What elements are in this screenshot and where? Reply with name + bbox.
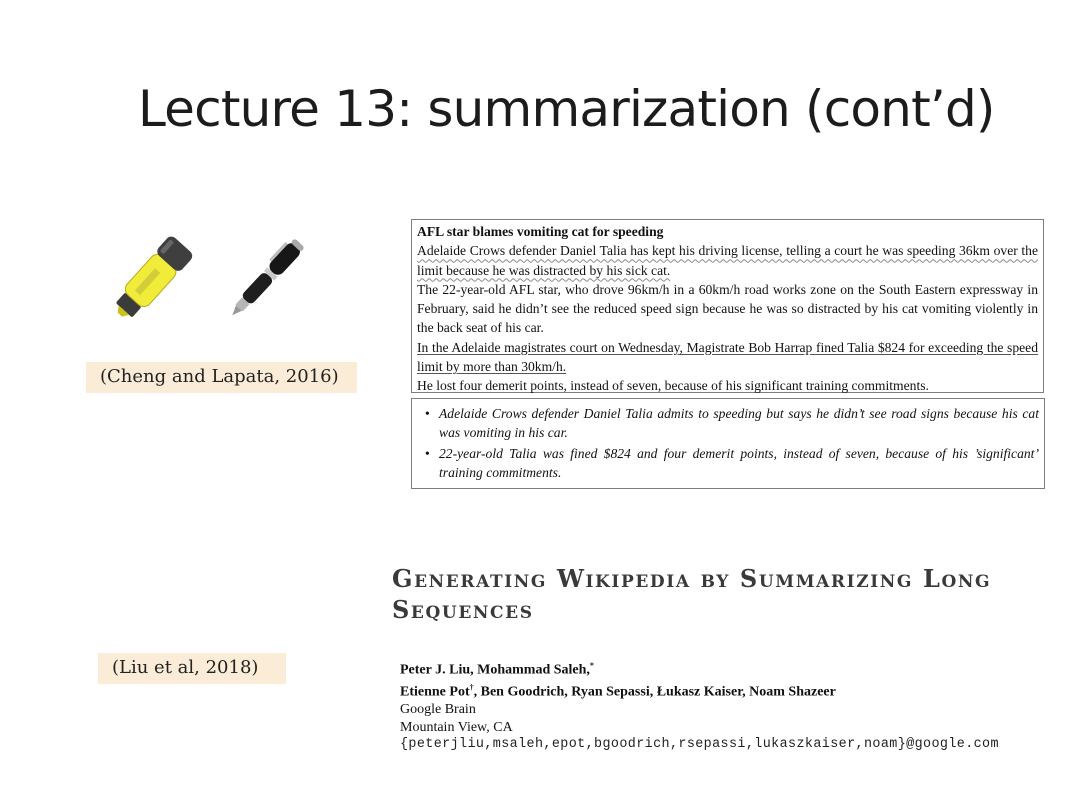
article-paragraph-3: In the Adelaide magistrates court on Wednesday, Magistrate Bob Harrap fined Talia $824 for exceeding the speed limit by more than 30km/h. [417, 339, 1038, 375]
paper-authors [400, 657, 1070, 754]
paper-title: Generating Wikipedia by Summarizing Long Sequences [392, 564, 992, 624]
authors-line-2: Etienne Pot†, Ben Goodrich, Ryan Sepassi, Łukasz Kaiser, Noam Shazeer [400, 683, 836, 700]
citation-cheng-lapata: (Cheng and Lapata, 2016) [86, 362, 357, 393]
highlighter-icon [104, 232, 200, 326]
article-headline: AFL star blames vomiting cat for speeding [417, 224, 664, 239]
author-emails: {peterjliu,msaleh,epot,bgoodrich,rsepassi,lukaszkaiser,noam}@google.com [400, 737, 999, 753]
article-paragraph-4: He lost four demerit points, instead of seven, because of his significant training commitments. [417, 378, 929, 394]
fountain-pen-icon [216, 226, 318, 330]
location: Mountain View, CA [400, 719, 513, 735]
citation-liu: (Liu et al, 2018) [98, 653, 286, 684]
authors-line-1: Peter J. Liu, Mohammad Saleh,* [400, 661, 594, 678]
summary-bullet: • Adelaide Crows defender Daniel Talia admits to speeding but says he didn’t see road signs because his cat was vomiting in his car. [425, 406, 1039, 441]
slide-title: Lecture 13: summarization (cont’d) [138, 80, 995, 138]
affiliation: Google Brain [400, 702, 476, 718]
summary-list [422, 404, 1039, 482]
summary-box [411, 398, 1045, 489]
article-box [411, 219, 1044, 393]
summary-bullet: • 22-year-old Talia was fined $824 and four demerit points, instead of seven, because of his ’significant’ training commitments. [425, 445, 1039, 480]
article-paragraph-2: The 22-year-old AFL star, who drove 96km/h in a 60km/h road works zone on the South Eastern expressway in February, said he didn’t see the reduced speed sign because he was so distracted by his cat vomiting violently in the back seat of his car. [417, 281, 1038, 336]
article-paragraph-1: Adelaide Crows defender Daniel Talia has kept his driving license, telling a court he was speeding 36km over the limit because he was distracted by his sick cat. [417, 243, 1038, 278]
